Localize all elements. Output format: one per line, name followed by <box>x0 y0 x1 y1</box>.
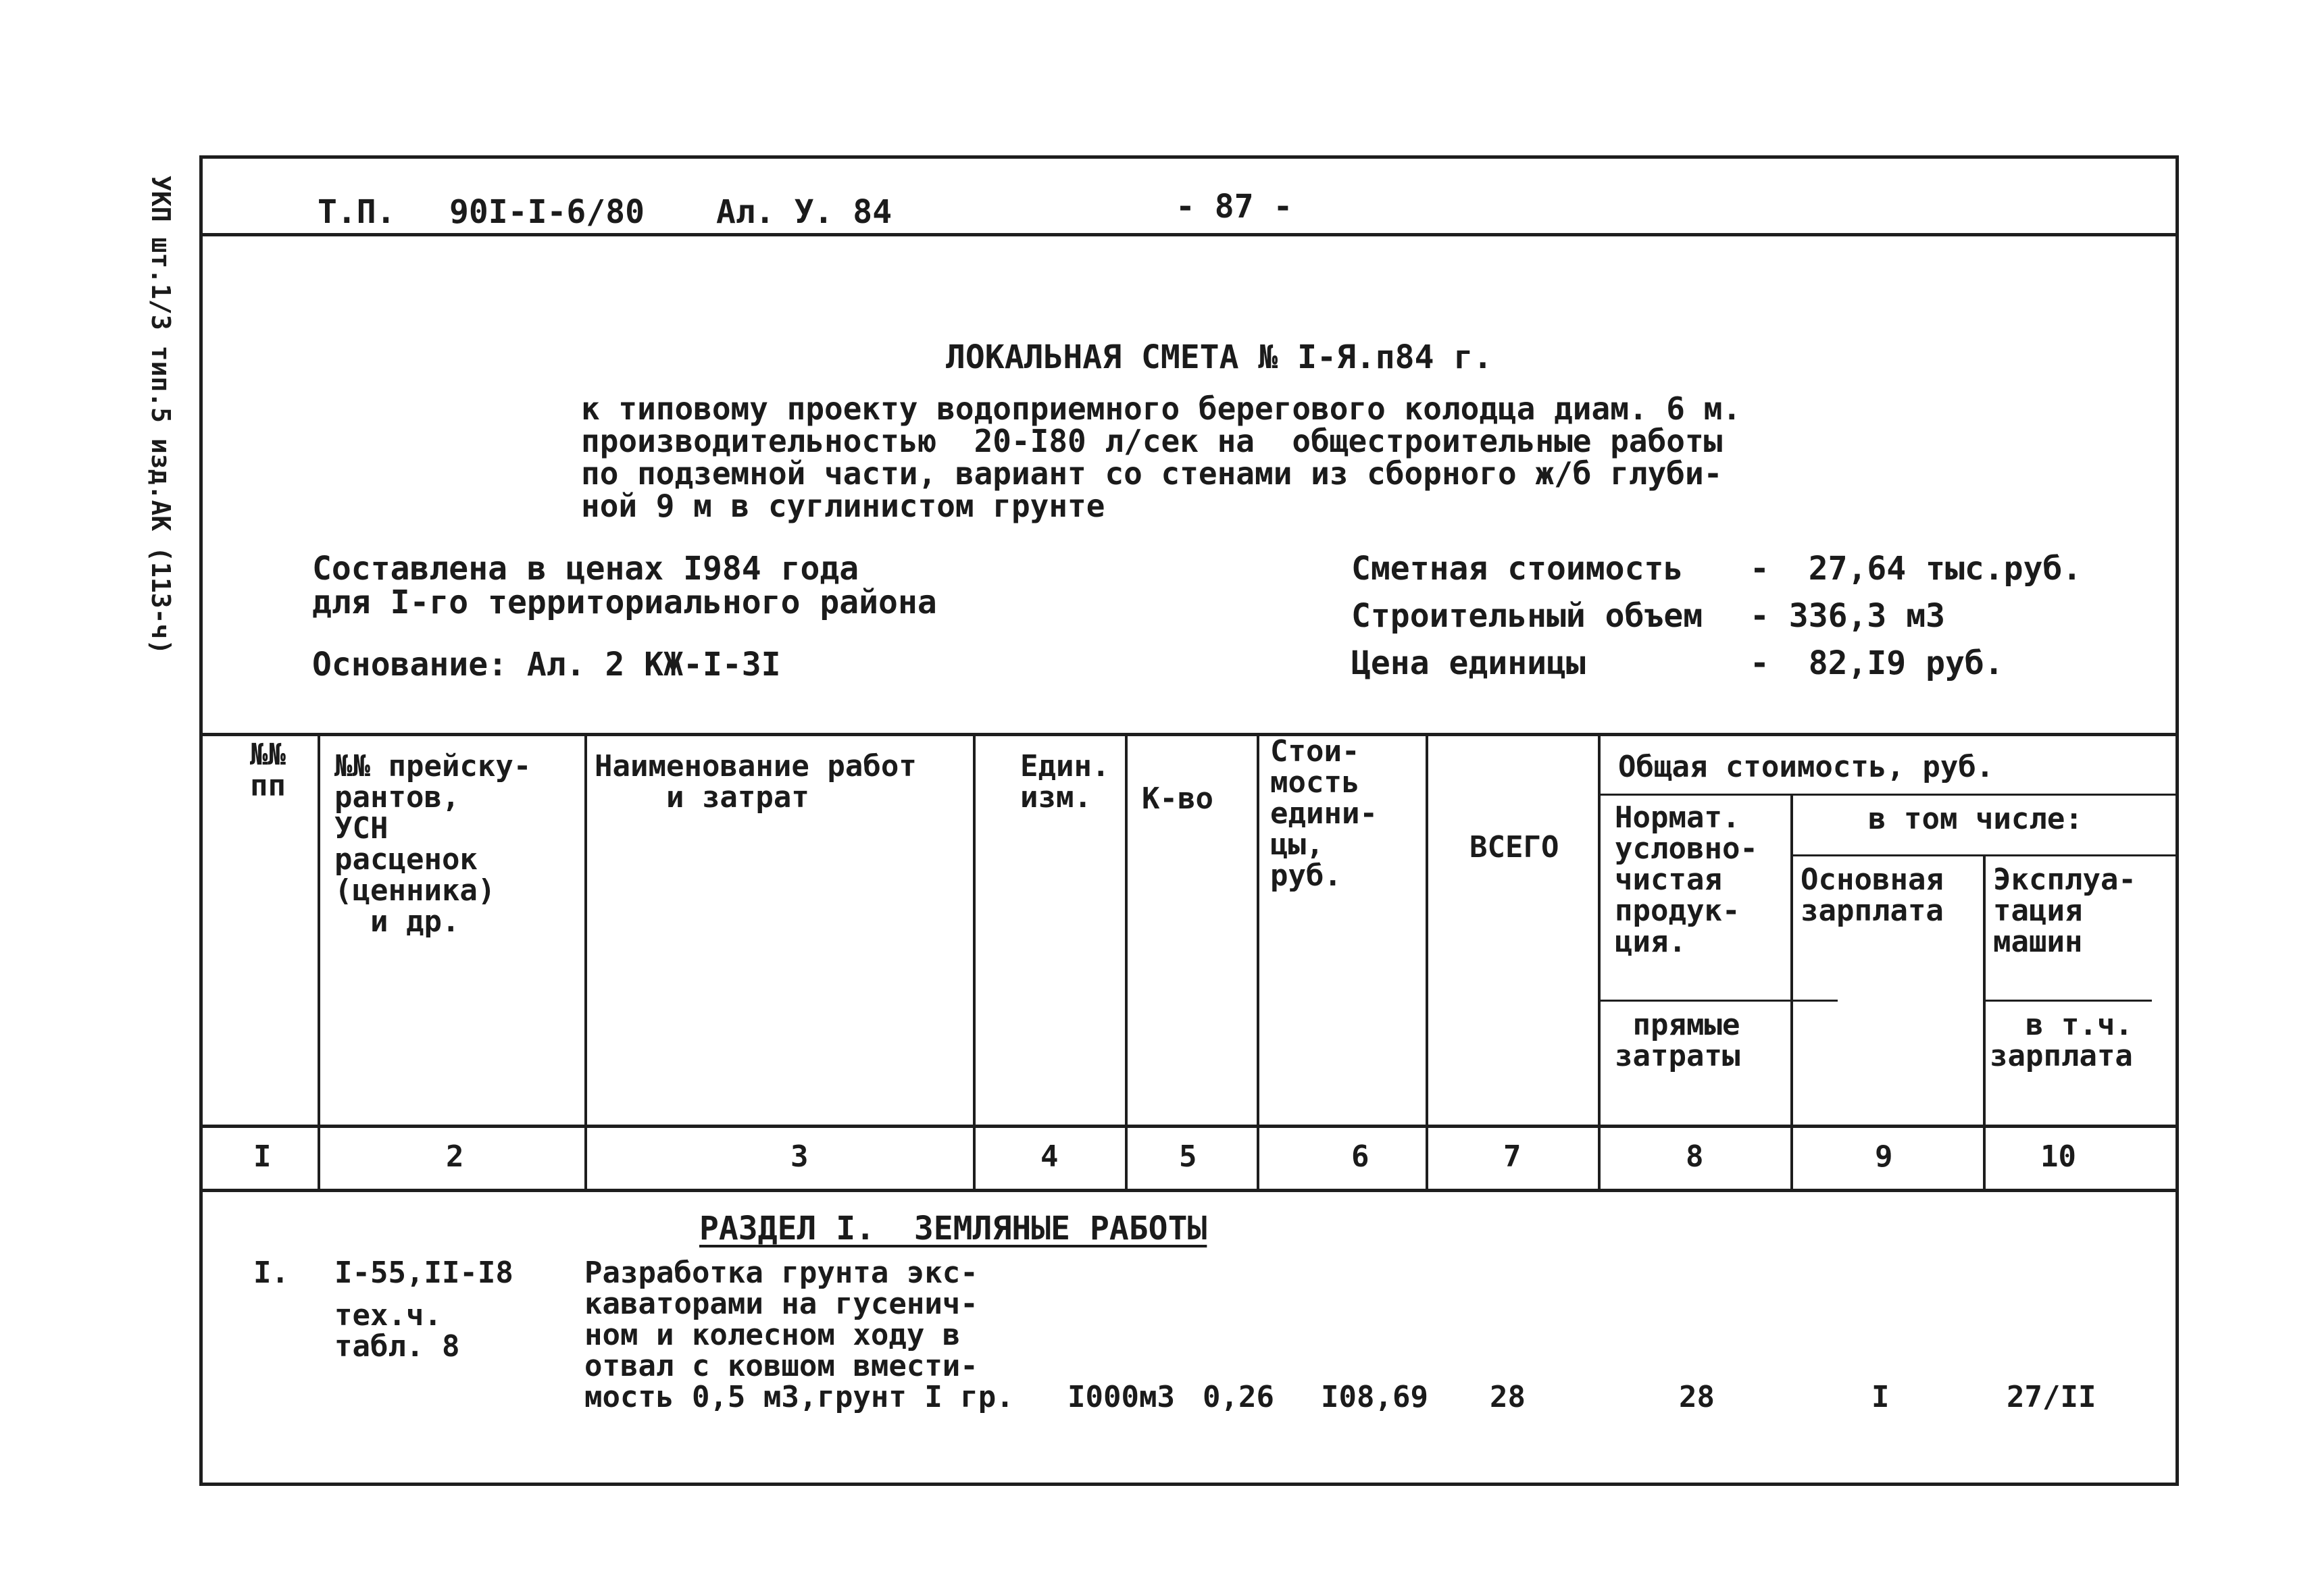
header-col-10-bottom: в т.ч. зарплата <box>1990 1008 2133 1073</box>
side-margin-note <box>135 176 176 689</box>
header-divider <box>199 233 2179 236</box>
total-group-divider <box>1598 794 2179 796</box>
header-total-group: Общая стоимость, руб. <box>1618 750 1994 784</box>
header-col-10-top: Эксплуа- тация машин <box>1993 863 2136 959</box>
header-project-code: 90I-I-6/80 <box>449 193 645 231</box>
cost-label: Сметная стоимость <box>1351 550 1684 588</box>
col-divider-4 <box>1125 733 1128 1189</box>
prices-line-2: для I-го территориального района <box>312 584 937 621</box>
c8-inner-divider <box>1598 1000 1838 1002</box>
row-direct-costs: 28 <box>1679 1380 1715 1414</box>
unit-price-label: Цена единицы <box>1351 644 1586 682</box>
estimate-title: ЛОКАЛЬНАЯ СМЕТА № I-Я.п84 г. <box>946 338 1493 376</box>
page-number: - 87 - <box>1176 188 1293 226</box>
column-number-10: 10 <box>2040 1139 2076 1174</box>
header-col-7: ВСЕГО <box>1469 830 1559 865</box>
col-divider-3 <box>973 733 976 1189</box>
row-unit-cost: I08,69 <box>1321 1380 1428 1414</box>
header-album: Ал. У. 84 <box>716 193 892 231</box>
col-divider-8 <box>1790 794 1793 1189</box>
header-col-2: №№ прейску- рантов, УСН расценок (ценника) и др. <box>334 749 532 939</box>
title-line-3: по подземной части, вариант со стенами из сборного ж/б глуби- <box>581 455 1723 492</box>
col-divider-7 <box>1598 733 1601 1189</box>
unit-price-value: - 82,I9 руб. <box>1750 644 2004 682</box>
volume-value: - 336,3 м3 <box>1750 597 1945 635</box>
row-code-note: тех.ч. табл. 8 <box>334 1298 460 1364</box>
column-number-9: 9 <box>1875 1139 1893 1174</box>
column-number-6: 6 <box>1351 1139 1369 1174</box>
col-divider-9 <box>1983 854 1986 1189</box>
column-number-2: 2 <box>446 1139 464 1174</box>
row-code: I-55,II-I8 <box>334 1256 513 1290</box>
prices-line-1: Составлена в ценах I984 года <box>312 550 859 588</box>
section-title: РАЗДЕЛ I. ЗЕМЛЯНЫЕ РАБОТЫ <box>699 1210 1207 1247</box>
title-line-1: к типовому проекту водоприемного берегового колодца диам. 6 м. <box>581 390 1742 427</box>
column-number-1: I <box>253 1139 272 1174</box>
header-col-1: №№ пп <box>250 738 286 803</box>
header-bottom-border <box>199 1125 2179 1128</box>
header-col-8-bottom: прямые затраты <box>1615 1008 1740 1073</box>
column-number-4: 4 <box>1040 1139 1059 1174</box>
table-top-border <box>199 733 2179 736</box>
header-col-8-top: Нормат. условно- чистая продук- ция. <box>1615 800 1758 959</box>
volume-label: Строительный объем <box>1351 597 1703 635</box>
column-number-5: 5 <box>1179 1139 1197 1174</box>
col-divider-6 <box>1426 733 1428 1189</box>
row-machines: 27/II <box>2007 1380 2096 1414</box>
row-total: 28 <box>1490 1380 1526 1414</box>
header-col-6: Стои- мость едини- цы, руб. <box>1270 734 1378 893</box>
col-divider-5 <box>1257 733 1259 1189</box>
header-tp: Т.П. <box>318 193 396 231</box>
header-col-5: К-во <box>1142 781 1213 816</box>
header-in-that: в том числе: <box>1868 802 2083 836</box>
row-unit: I000м3 <box>1067 1380 1175 1414</box>
column-number-3: 3 <box>790 1139 809 1174</box>
row-number: I. <box>253 1256 289 1290</box>
title-line-2: производительностью 20-I80 л/сек на общестроительные работы <box>581 423 1723 459</box>
title-line-4: ной 9 м в суглинистом грунте <box>581 488 1105 524</box>
header-col-4: Един. изм. <box>1020 749 1110 815</box>
column-numbers-bottom-border <box>199 1189 2179 1192</box>
row-salary: I <box>1871 1380 1890 1414</box>
side-note-text: УКП шт.1/3 тип.5 изд.АК (113-ч) <box>146 176 176 655</box>
column-number-7: 7 <box>1503 1139 1521 1174</box>
column-number-8: 8 <box>1686 1139 1704 1174</box>
header-col-9: Основная зарплата <box>1801 863 1944 928</box>
row-work-name: Разработка грунта экс- каваторами на гусенич- ном и колесном ходу в отвал с ковшом вмести- мость 0,5 м3,грунт I гр. <box>584 1256 1014 1414</box>
c10-inner-divider <box>1983 1000 2152 1002</box>
col-divider-1 <box>318 733 320 1189</box>
row-quantity: 0,26 <box>1203 1380 1274 1414</box>
col-divider-2 <box>584 733 587 1189</box>
cost-value: - 27,64 тыс.руб. <box>1750 550 2082 588</box>
header-col-3: Наименование работ и затрат <box>595 749 917 815</box>
basis: Основание: Ал. 2 КЖ-I-3I <box>312 646 781 684</box>
